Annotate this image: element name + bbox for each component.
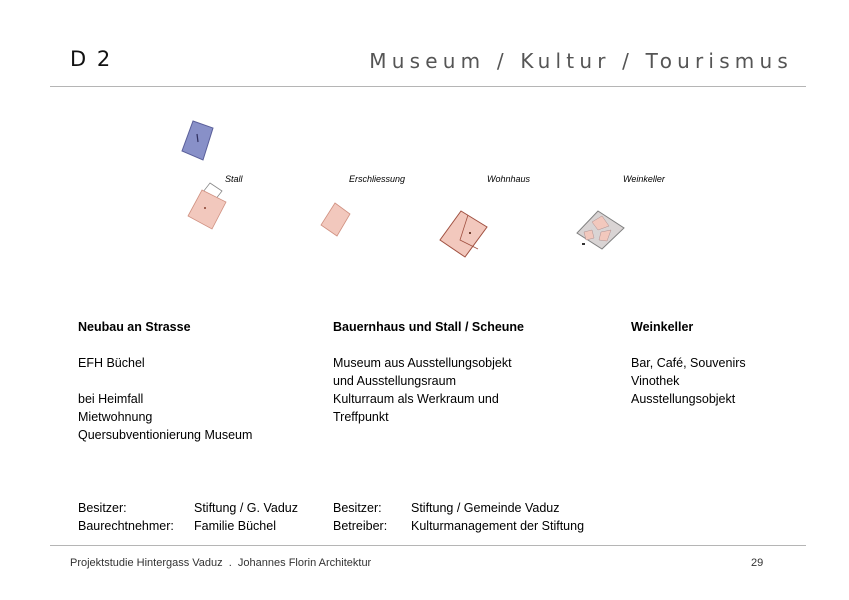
building-wohnhaus	[440, 211, 487, 257]
details-bauernhaus	[333, 499, 623, 535]
page-number: 29	[751, 557, 764, 569]
column-line: Ausstellungsobjekt	[631, 392, 736, 406]
building-blue	[182, 121, 213, 160]
detail-value: Stiftung / Gemeinde Vaduz	[411, 501, 560, 515]
plan-label-weinkeller: Weinkeller	[623, 174, 665, 184]
detail-key: Baurechtnehmer:	[78, 519, 174, 533]
footer-text: Projektstudie Hintergass Vaduz . Johannes Florin Architektur	[70, 557, 372, 569]
detail-key: Betreiber:	[333, 519, 388, 533]
detail-value: Stiftung / G. Vaduz	[194, 501, 298, 515]
column-line: bei Heimfall	[78, 392, 144, 406]
column-line: Quersubventionierung Museum	[78, 428, 253, 442]
detail-value: Familie Büchel	[194, 519, 276, 533]
column-heading: Neubau an Strasse	[78, 320, 191, 334]
building-stall	[321, 203, 350, 236]
column-line: und Ausstellungsraum	[333, 374, 456, 388]
column-line: Treffpunkt	[333, 410, 389, 424]
column-weinkeller	[631, 318, 746, 408]
page-title: Museum / Kultur / Tourismus	[369, 49, 793, 73]
details-neubau	[78, 499, 318, 535]
plan-label-wohnhaus: Wohnhaus	[487, 174, 531, 184]
column-heading: Bauernhaus und Stall / Scheune	[333, 320, 525, 334]
column-heading: Weinkeller	[631, 320, 694, 334]
column-neubau	[78, 318, 252, 444]
column-line: Mietwohnung	[78, 410, 153, 424]
column-line: EFH Büchel	[78, 356, 145, 370]
column-line: Vinothek	[631, 374, 680, 388]
plan-label-erschliessung: Erschliessung	[349, 174, 406, 184]
column-line	[78, 372, 252, 390]
detail-key: Besitzer:	[78, 501, 127, 515]
section-code: D 2	[70, 47, 113, 71]
column-line: Museum aus Ausstellungsobjekt	[333, 356, 512, 370]
building-weinkeller	[577, 211, 624, 249]
detail-key: Besitzer:	[333, 501, 382, 515]
detail-value: Kulturmanagement der Stiftung	[411, 519, 585, 533]
column-line: Kulturraum als Werkraum und	[333, 392, 499, 406]
column-bauernhaus	[333, 318, 524, 426]
footer-divider	[50, 545, 806, 546]
column-line: Bar, Café, Souvenirs	[631, 356, 746, 370]
building-neubau	[188, 183, 226, 229]
plan-label-stall: Stall	[225, 174, 243, 184]
